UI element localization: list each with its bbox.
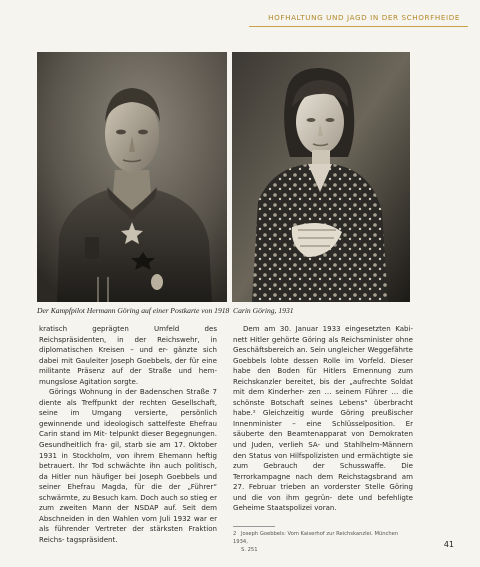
paragraph [39, 324, 217, 387]
running-head: HOFHALTUNG UND JAGD IN DER SCHORFHEIDE [268, 13, 460, 22]
text-line: den Boden für Hitlers Ernennung zum Reichskanzler [233, 366, 413, 386]
text-line: telpunkt dieser Begegnungen. Gesundheitlich fra- [39, 429, 217, 450]
text-line: gänzte sich dabei mit Gauleiter Joseph Goebbels, der [39, 345, 217, 365]
text-line: Lebens“ überbracht habe.² Gleichzeitig wurde Göring [233, 397, 413, 418]
text-line: bereitet, bis der „aufrechte Soldat mit dem Kinderher- [233, 376, 413, 397]
text-line: Dem am 30. Januar 1933 eingesetzten Kabi- [243, 324, 413, 333]
text-line: mungslose Agitation sorgte. [39, 376, 139, 386]
photograph-pilot [37, 52, 227, 302]
paragraph [233, 324, 413, 514]
footnote-rule [233, 526, 275, 527]
text-line: ihn auch politisch, da Hitler nun häufiger bei Joseph [39, 461, 217, 481]
text-line: tagspräsident. [66, 534, 118, 544]
text-line: Abschneiden in den Wahlen vom Juli 1932 war er als [39, 513, 217, 534]
header-rule [249, 26, 468, 27]
text-line: nett Hitler gehörte Göring als Reichsminister ohne [233, 334, 413, 344]
text-line: „Führer“ schwärmte, zu Besuch kam. Doch auch so [39, 482, 217, 502]
text-line: nach dem Reichstagsbrand am 27. Februar trieben [233, 471, 413, 492]
text-line: gil, starb sie am 17. Oktober 1931 in Stockholm, von [39, 440, 218, 460]
text-line: und Juden, verlieh SA- und Stahlhelm-Männern den [233, 440, 413, 460]
text-line: kratisch geprägten Umfeld des Reichspräsidenten, in [39, 324, 217, 344]
text-line: Er säuberte den Beamtenapparat von Demokraten [233, 418, 413, 439]
caption-left: Der Kampfpilot Hermann Göring auf einer Postkarte von 1918 [37, 306, 230, 315]
text-line: an vorderster Stelle Göring und die von ihm gegrün- [233, 482, 413, 502]
text-line: dete und befehligte Geheime Staatspolizei voran. [233, 492, 414, 513]
text-line: ideologisch sattelfeste Ehefrau Carin stand im Mit- [39, 418, 217, 439]
text-column-left [39, 324, 217, 545]
page-number: 41 [443, 540, 454, 549]
text-line: Geschäftsbereich an. Sein ungleicher Weggefährte [233, 345, 413, 355]
photograph-carin [232, 52, 410, 302]
text-line: stieg er zum zweiten Mann der NSDAP auf. Seit dem [39, 492, 217, 513]
footnote [233, 530, 413, 554]
text-line: im Umgang versierte, persönlich gewinnende und [39, 408, 218, 428]
text-line: Goebbels und seiner Ehefrau Magda, für die der [39, 471, 217, 492]
text-line: preußischer Innenminister – eine Schlüsselposition. [233, 408, 413, 428]
text-line: für eine militante Präsenz auf der Straße und hem- [39, 355, 217, 376]
text-line: zen … seinem Führer … die schönste Botschaft seines [233, 387, 413, 407]
text-line: der Reichswehr, in diplomatischen Kreisen – und er- [39, 334, 218, 355]
text-line: Gebrauch der Schusswaffe. Die Terrorkampagne [233, 461, 413, 481]
paragraph [39, 387, 217, 545]
caption-right: Carin Göring, 1931 [233, 306, 294, 315]
text-line: ihrem Ehemann heftig betrauert. Ihr Tod schwächte [39, 450, 218, 471]
text-line: Status von Hilfspolizisten und ermächtigte sie zum [233, 450, 413, 471]
text-line: Goebbels lobte dessen Rolle im Vorfeld. Dieser habe [233, 355, 413, 376]
footnote-text: Joseph Goebbels: Vom Kaiserhof zur Reichskanzlei. München 1934, [233, 531, 399, 545]
text-line: diente als Treffpunkt der rechten Gesellschaft, seine [39, 397, 217, 418]
footnote-text-continued: S. 251 [241, 547, 258, 553]
text-line: führender Vertreter der stärksten Fraktion Reichs- [39, 524, 217, 544]
text-line: Görings Wohnung in der Badenschen Straße 7 [49, 387, 217, 397]
text-column-right [233, 324, 413, 514]
footnote-number: 2 [233, 531, 237, 537]
